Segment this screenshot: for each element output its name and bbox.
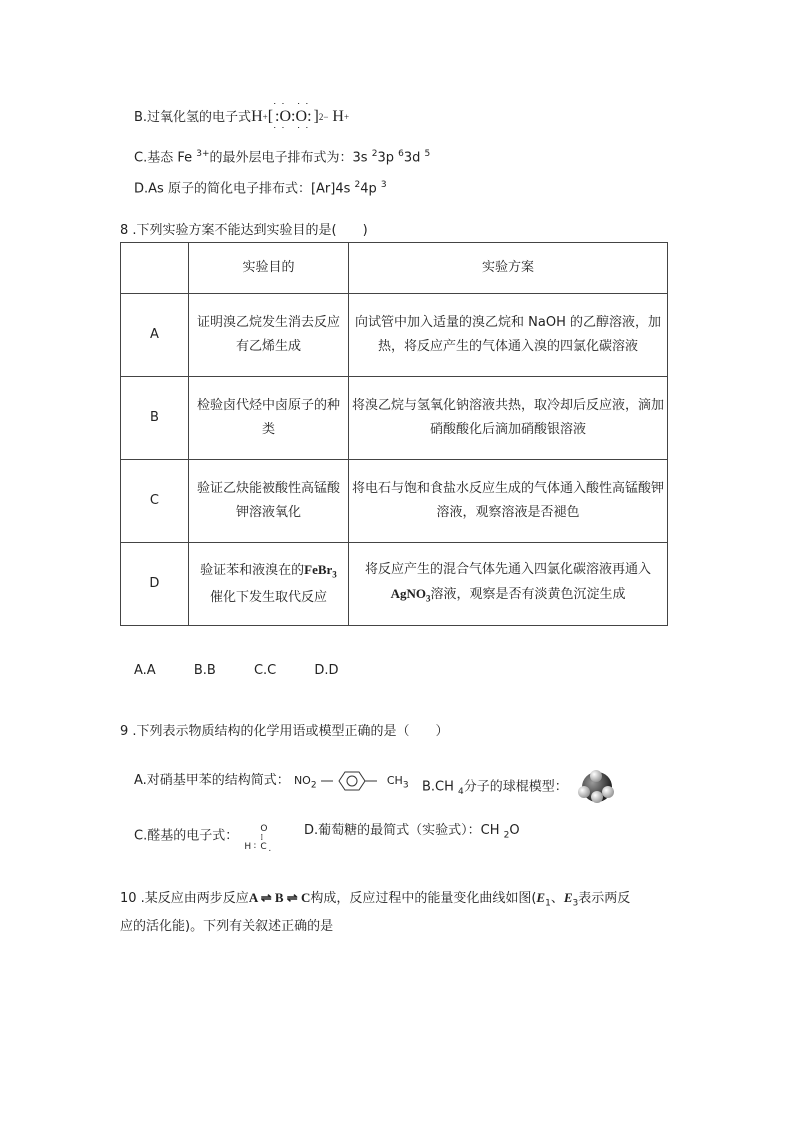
table-header-row	[121, 243, 668, 294]
q7-option-d: D.As 原子的简化电子排布式：[Ar]4s $^2$4p $^3$	[134, 180, 387, 197]
q9-option-c: C.醛基的电子式： O ⁞ H : C .	[134, 822, 278, 850]
q9-option-a: A.对硝基甲苯的结构简式： $NO_2$ $CH_3$	[134, 768, 409, 799]
row-label: A	[121, 294, 189, 377]
option-b: B.B	[193, 663, 216, 678]
benzene-ring-icon	[321, 770, 383, 792]
row-label: D	[121, 543, 189, 626]
table-row	[121, 460, 668, 543]
table-row	[121, 377, 668, 460]
row-goal: 检验卤代烃中卤原子的种类	[188, 377, 348, 460]
row-goal: 证明溴乙烷发生消去反应有乙烯生成	[188, 294, 348, 377]
row-plan: 将电石与饱和食盐水反应生成的气体通入酸性高锰酸钾溶液，观察溶液是否褪色	[349, 460, 668, 543]
table-header-cell: 实验方案	[349, 243, 668, 294]
row-plan: 向试管中加入适量的溴乙烷和 NaOH 的乙醇溶液，加热，将反应产生的气体通入溴的四氯化碳溶液	[349, 294, 668, 377]
option-c: C.C	[253, 663, 277, 678]
table-header-cell: 实验目的	[188, 243, 348, 294]
aldehyde-electron-formula: O ⁞ H : C .	[244, 824, 272, 854]
q10-question-line2: 应的活化能)。下列有关叙述正确的是	[120, 919, 334, 934]
table-row	[121, 543, 668, 626]
row-plan: 将溴乙烷与氢氧化钠溶液共热，取冷却后反应液，滴加硝酸酸化后滴加硝酸银溶液	[349, 377, 668, 460]
q9-option-b: B.CH $_4$分子的球棍模型：	[422, 768, 622, 806]
q7-option-b	[134, 99, 350, 134]
q8-table	[120, 242, 668, 626]
peroxide-electron-formula: H + [ ⋅⋅ ⋅⋅ :O:O: ⋅⋅ ⋅⋅ ] 2− H +	[251, 99, 350, 134]
row-goal: 验证乙炔能被酸性高锰酸钾溶液氧化	[188, 460, 348, 543]
row-label: B	[121, 377, 189, 460]
methane-ball-model-icon	[572, 768, 622, 806]
q10-question-line1: 10 .某反应由两步反应A ⇌ B ⇌ C构成，反应过程中的能量变化曲线如图($E_1$、$E_3$表示两反	[120, 890, 631, 909]
option-a: A.A	[134, 663, 156, 678]
q8-question: 8 .下列实验方案不能达到实验目的是( )	[120, 223, 368, 238]
row-goal: 验证苯和液溴在的FeBr$_3$ 催化下发生取代反应	[188, 543, 348, 626]
table-header-cell	[121, 243, 189, 294]
q8-options	[134, 662, 373, 680]
table-row	[121, 294, 668, 377]
q9-question: 9 .下列表示物质结构的化学用语或模型正确的是（ ）	[120, 724, 449, 739]
option-d: D.D	[314, 663, 339, 678]
row-plan: 将反应产生的混合气体先通入四氯化碳溶液再通入 AgNO$_3$溶液，观察是否有淡黄色沉淀生成	[349, 543, 668, 626]
q9-option-d: D.葡萄糖的最简式（实验式）：CH $_2$O	[304, 823, 520, 841]
q7-b-text: B.过氧化氢的电子式	[134, 110, 252, 125]
row-label: C	[121, 460, 189, 543]
q7-option-c: C.基态 Fe $^{3+}$的最外层电子排布式为：3s $^2$3p $^6$3d $^5$	[134, 149, 431, 166]
